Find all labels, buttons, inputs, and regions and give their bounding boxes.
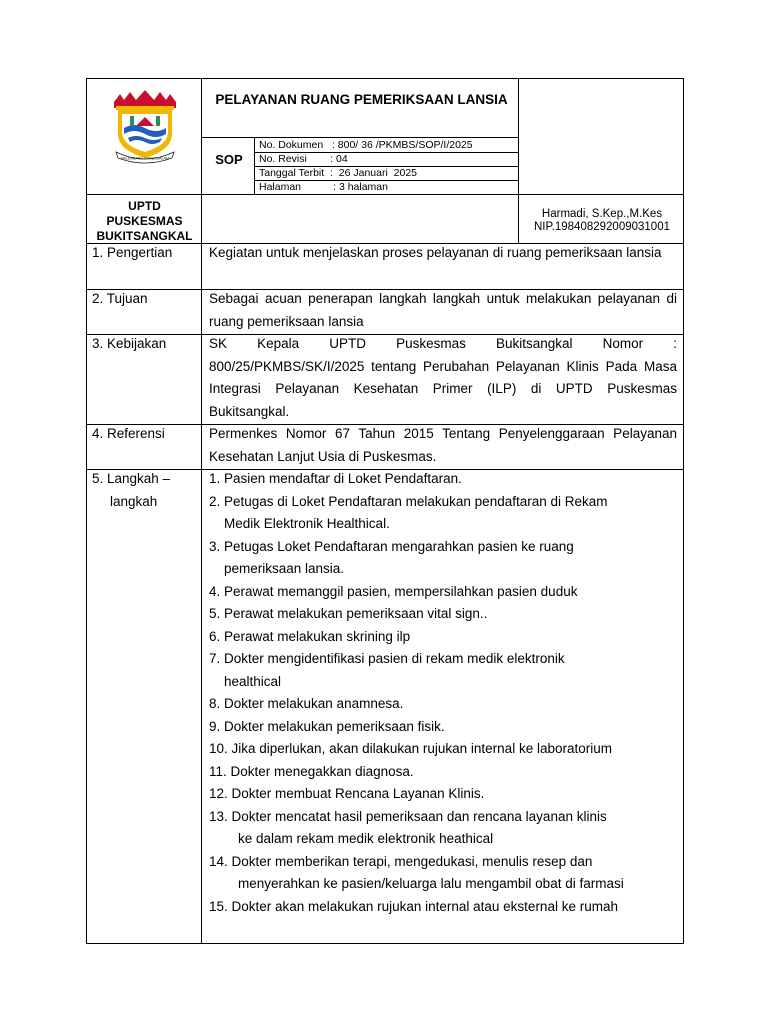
signatory-nip: NIP.198408292009031001	[533, 221, 670, 233]
list-item: 13. Dokter mencatat hasil pemeriksaan dan rencana layanan klinis	[209, 809, 607, 824]
section-label-kebijakan: 3. Kebijakan	[92, 336, 167, 351]
table-bottom-border	[86, 943, 684, 944]
list-item: healthical	[224, 674, 282, 689]
langkah-label-line: 5. Langkah –	[92, 471, 171, 486]
list-item: 14. Dokter memberikan terapi, mengedukasi, menulis resep dan	[209, 854, 593, 869]
table-left-border	[86, 78, 87, 944]
list-item: 11. Dokter menegakkan diagnosa.	[209, 764, 414, 779]
header-bottom-border	[86, 194, 684, 195]
svg-text:PALEMBANG DARUSSALAM: PALEMBANG DARUSSALAM	[121, 156, 169, 161]
list-item: 8. Dokter melakukan anamnesa.	[209, 696, 404, 711]
list-item: Medik Elektronik Healthical.	[224, 516, 390, 531]
section-label-referensi: 4. Referensi	[92, 426, 165, 441]
publish-date: Tanggal Terbit : 26 Januari 2025	[259, 167, 417, 179]
list-item: 12. Dokter membuat Rencana Layanan Klinis.	[209, 786, 485, 801]
title-bottom-border	[201, 137, 519, 138]
signatory-block	[520, 208, 684, 234]
list-item: 3. Petugas Loket Pendaftaran mengarahkan pasien ke ruang	[209, 539, 574, 554]
section-text-pengertian: Kegiatan untuk menjelaskan proses pelayanan di ruang pemeriksaan lansia	[209, 245, 662, 260]
page-count: Halaman : 3 halaman	[259, 181, 388, 193]
org-line: BUKITSANGKAL	[96, 229, 193, 243]
section-label-pengertian: 1. Pengertian	[92, 245, 173, 260]
signatory-name: Harmadi, S.Kep.,M.Kes	[541, 208, 663, 220]
section-text-tujuan: Sebagai acuan penerapan langkah langkah untuk melakukan pelayanan di ruang pemeriksaan lansia	[209, 291, 677, 329]
document-title: PELAYANAN RUANG PEMERIKSAAN LANSIA	[215, 92, 508, 107]
list-item: 7. Dokter mengidentifikasi pasien di rekam medik elektronik	[209, 651, 565, 666]
list-item: pemeriksaan lansia.	[224, 561, 345, 576]
sop-label: SOP	[215, 152, 243, 167]
list-item: 1. Pasien mendaftar di Loket Pendaftaran.	[209, 471, 462, 486]
signature-column-divider	[518, 78, 519, 244]
logo-emblem-icon	[106, 88, 184, 166]
org-line: UPTD	[128, 199, 161, 213]
section-text-kebijakan: SK Kepala UPTD Puskesmas Bukitsangkal Nomor : 800/25/PKMBS/SK/I/2025 tentang Perubahan Pelayanan Klinis Pada Masa Integrasi Pelayanan Kesehatan Primer (ILP) di UPTD Puskesmas Bukitsangkal.	[209, 336, 677, 419]
org-line: PUSKESMAS	[106, 214, 183, 228]
organization-name	[88, 199, 201, 244]
list-item: ke dalam rekam medik elektronik heathical	[238, 831, 494, 846]
list-item: 15. Dokter akan melakukan rujukan internal atau eksternal ke rumah	[209, 899, 618, 914]
list-item: menyerahkan ke pasien/keluarga lalu mengambil obat di farmasi	[238, 876, 624, 891]
list-item: 9. Dokter melakukan pemeriksaan fisik.	[209, 719, 445, 734]
list-item: 6. Perawat melakukan skrining ilp	[209, 629, 411, 644]
langkah-label-line: langkah	[110, 493, 158, 509]
column-divider	[201, 78, 202, 944]
section-text-referensi: Permenkes Nomor 67 Tahun 2015 Tentang Penyelenggaraan Pelayanan Kesehatan Lanjut Usia di Puskesmas.	[209, 426, 677, 464]
list-item: 4. Perawat memanggil pasien, mempersilahkan pasien duduk	[209, 584, 578, 599]
section-label-tujuan: 2. Tujuan	[92, 291, 148, 306]
table-top-border	[86, 78, 684, 79]
doc-number: No. Dokumen : 800/ 36 /PKMBS/SOP/I/2025	[259, 139, 473, 151]
list-item: 5. Perawat melakukan pemeriksaan vital sign..	[209, 606, 488, 621]
city-logo	[106, 88, 184, 166]
section-label-langkah	[92, 468, 170, 513]
list-item: 10. Jika diperlukan, akan dilakukan rujukan internal ke laboratorium	[209, 741, 612, 756]
list-item: 2. Petugas di Loket Pendaftaran melakukan pendaftaran di Rekam	[209, 494, 608, 509]
revision-number: No. Revisi : 04	[259, 153, 348, 165]
